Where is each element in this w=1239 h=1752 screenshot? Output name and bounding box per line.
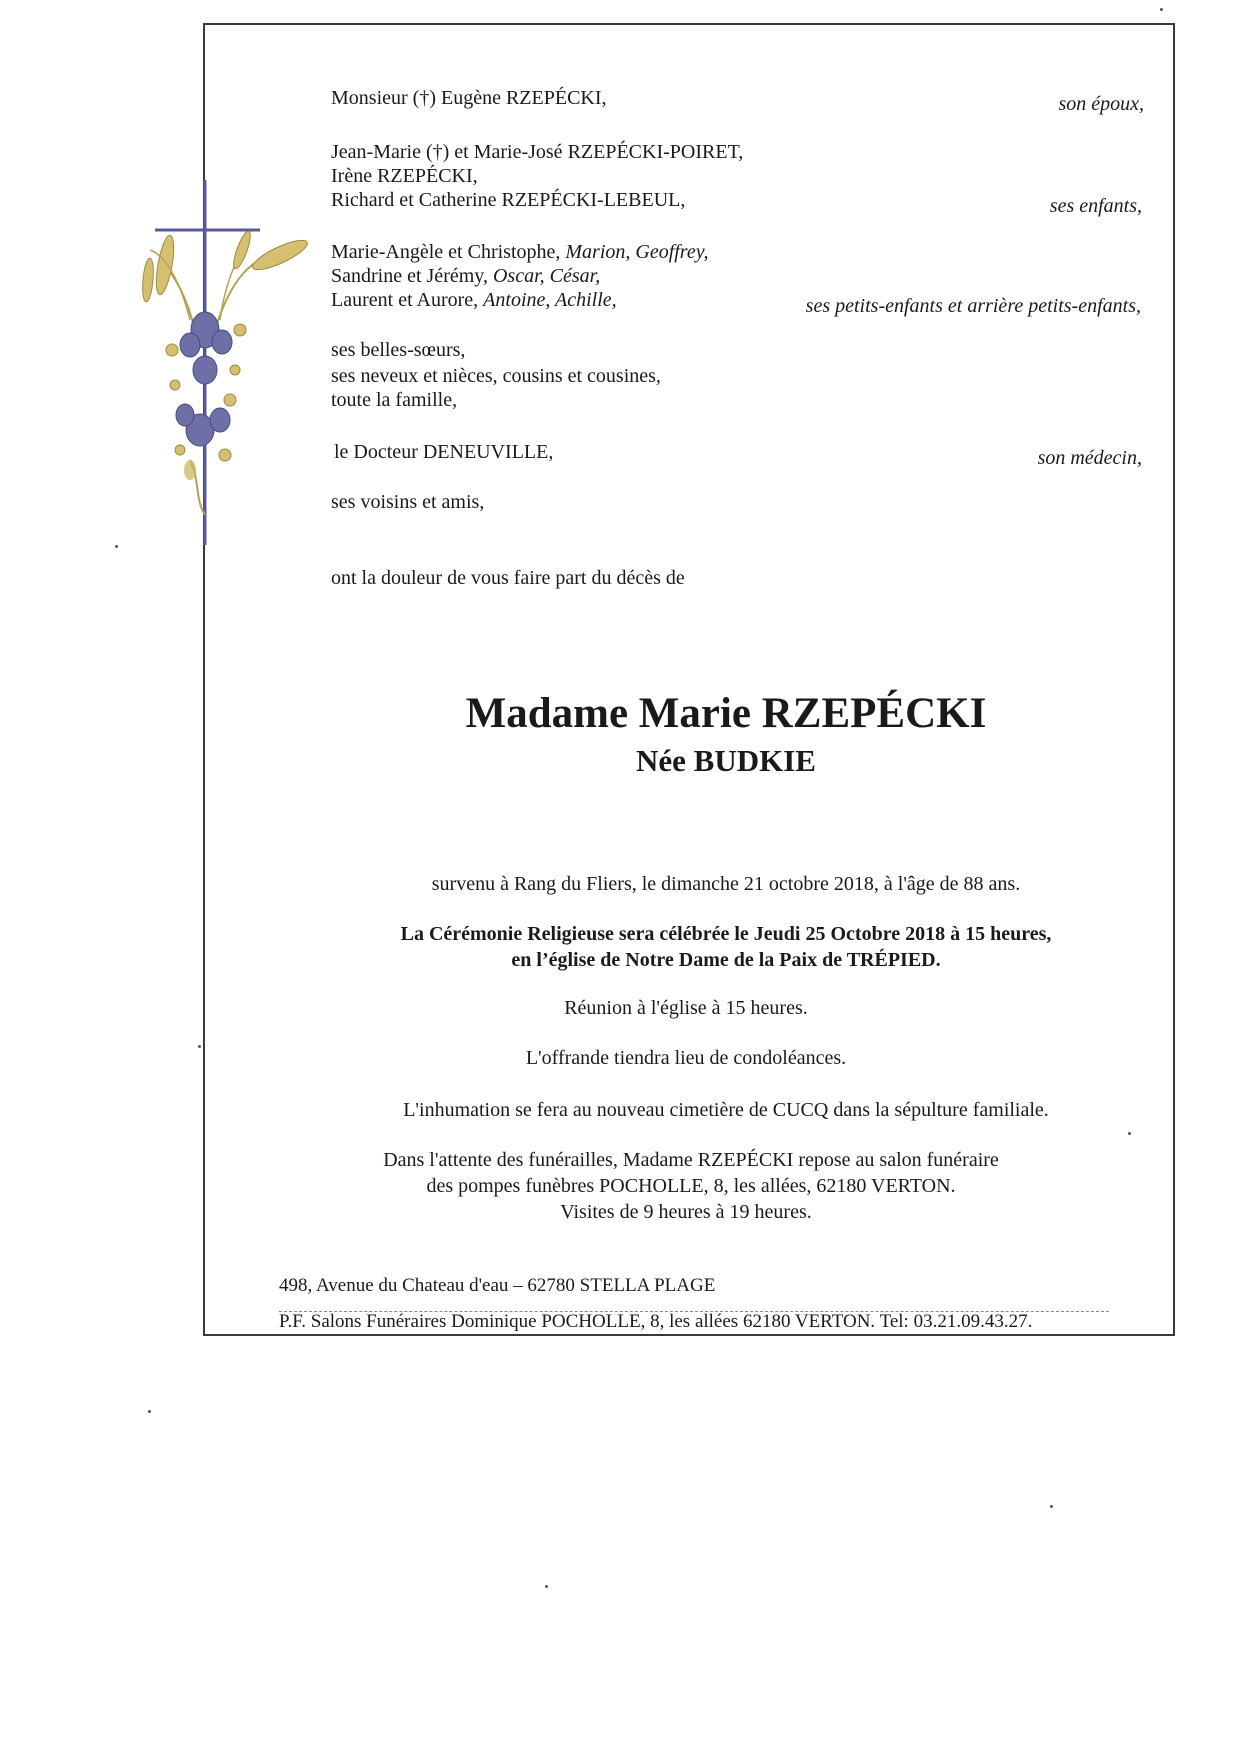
cross-wheat-decoration-icon: [130, 180, 310, 550]
page-border: [203, 23, 1175, 1336]
grandchildren-line-3: Laurent et Aurore, Antoine, Achille,: [331, 289, 617, 311]
doctor-role: son médecin,: [1037, 447, 1142, 469]
footer-address: 498, Avenue du Chateau d'eau – 62780 STELLA PLAGE: [279, 1275, 716, 1296]
scan-speck: [1050, 1505, 1053, 1508]
rest-line-2: des pompes funèbres POCHOLLE, 8, les allées, 62180 VERTON.: [426, 1175, 956, 1197]
death-notice: survenu à Rang du Fliers, le dimanche 21 octobre 2018, à l'âge de 88 ans.: [431, 873, 1021, 895]
burial-line: L'inhumation se fera au nouveau cimetière de CUCQ dans la sépulture familiale.: [403, 1099, 1049, 1121]
child-line-3: Richard et Catherine RZEPÉCKI-LEBEUL,: [331, 189, 686, 211]
friends-line: ses voisins et amis,: [331, 491, 485, 513]
announcement-line: ont la douleur de vous faire part du décès de: [331, 567, 685, 589]
scan-speck: [198, 1045, 201, 1048]
spouse-role: son époux,: [1058, 93, 1144, 115]
ceremony-line-1: La Cérémonie Religieuse sera célébrée le Jeudi 25 Octobre 2018 à 15 heures,: [400, 923, 1052, 945]
scan-speck: [545, 1585, 548, 1588]
deceased-maiden-name: Née BUDKIE: [636, 743, 816, 778]
scan-speck: [115, 545, 118, 548]
visits-line: Visites de 9 heures à 19 heures.: [560, 1201, 812, 1223]
grandchildren-role: ses petits-enfants et arrière petits-enfants,: [805, 295, 1141, 317]
scan-speck: [1160, 8, 1163, 11]
scan-speck: [1128, 1132, 1131, 1135]
meeting-line: Réunion à l'église à 15 heures.: [564, 997, 808, 1019]
footer-funeral-home: P.F. Salons Funéraires Dominique POCHOLLE, 8, les allées 62180 VERTON. Tel: 03.21.09.43.27.: [279, 1311, 1033, 1332]
deceased-name: Madame Marie RZEPÉCKI: [465, 690, 987, 737]
offering-line: L'offrande tiendra lieu de condoléances.: [525, 1047, 847, 1069]
grandchildren-line-2: Sandrine et Jérémy, Oscar, César,: [331, 265, 601, 287]
grandchildren-line-1: Marie-Angèle et Christophe, Marion, Geoffrey,: [331, 241, 709, 263]
scan-speck: [148, 1410, 151, 1413]
others-line-1: ses belles-sœurs,: [331, 339, 466, 361]
ceremony-line-2: en l’église de Notre Dame de la Paix de TRÉPIED.: [511, 949, 941, 971]
child-line-1: Jean-Marie (†) et Marie-José RZEPÉCKI-POIRET,: [331, 141, 744, 163]
child-line-2: Irène RZEPÉCKI,: [331, 165, 478, 187]
others-line-2: ses neveux et nièces, cousins et cousines,: [331, 365, 661, 387]
rest-line-1: Dans l'attente des funérailles, Madame RZEPÉCKI repose au salon funéraire: [383, 1149, 999, 1171]
others-line-3: toute la famille,: [331, 389, 458, 411]
doctor-line: le Docteur DENEUVILLE,: [334, 441, 554, 463]
children-role: ses enfants,: [1049, 195, 1142, 217]
spouse-line: Monsieur (†) Eugène RZEPÉCKI,: [331, 87, 607, 109]
